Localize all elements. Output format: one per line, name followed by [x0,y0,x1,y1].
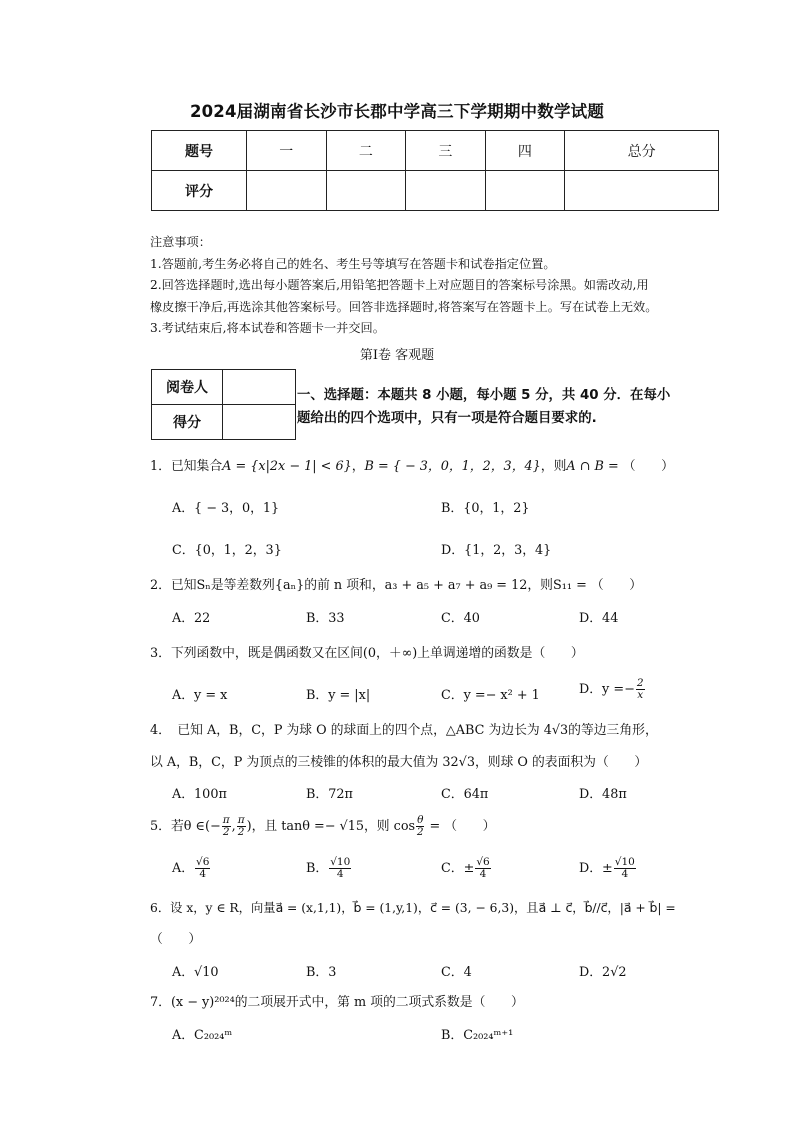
score-header-total: 总分 [565,131,719,171]
question-2: 2．已知Sₙ是等差数列{aₙ}的前 n 项和，a₃ + a₅ + a₇ + a₉ = 12，则S₁₁ = （ ） [150,578,643,593]
question-4-line-1: 4． 已知 A，B，C，P 为球 O 的球面上的四个点，△ABC 为边长为 4√3的等边三角形， [150,723,658,738]
notes-item: 2.回答选择题时,选出每小题答案后,用铅笔把答题卡上对应题目的答案标号涂黑。如需改动,用 [150,278,649,292]
q1-set-b: B = { − 3，0，1，2，3，4} [364,459,541,474]
score-cell [565,171,719,211]
score-header-4: 四 [485,131,565,171]
q2-option-a[interactable]: A．22 [172,611,211,626]
q7-option-b[interactable]: B．C₂₀₂₄ᵐ⁺¹ [441,1028,514,1043]
notes-heading: 注意事项： [150,235,211,249]
q5-option-a[interactable]: A． $\frac{√6}{4}$ [172,856,210,880]
q5-option-b[interactable]: B． $\frac{√10}{4}$ [306,856,351,880]
q6-option-d[interactable]: D．2√2 [579,965,627,980]
q5-interval-left: $\frac{\pi}{2}$ [222,814,230,838]
q5-stem: 5．若θ ∈ [150,819,205,834]
part-heading-line: 一、选择题：本题共 8 小题，每小题 5 分，共 40 分．在每小 [297,388,671,403]
q3-option-d-prefix: D．y =− [579,682,635,697]
score-cell [247,171,327,211]
q4-option-d[interactable]: D．48π [579,787,627,802]
score-header-2: 二 [326,131,406,171]
grader-cell [223,370,296,405]
grader-score-cell [223,405,296,440]
q5-option-d-fraction: $\frac{√10}{4}$ [614,856,635,880]
question-6-line-2: （ ） [150,932,202,947]
q4-option-a[interactable]: A．100π [172,787,227,802]
q3-option-b[interactable]: B．y = |x| [306,688,371,703]
q2-option-c[interactable]: C．40 [441,611,480,626]
question-4-line-2: 以 A，B，C，P 为顶点的三棱锥的体积的最大值为 32√3，则球 O 的表面积为（ ） [150,755,648,770]
q5-option-b-fraction: $\frac{√10}{4}$ [330,856,351,880]
q7-option-a[interactable]: A．C₂₀₂₄ᵐ [172,1028,233,1043]
q6-option-c[interactable]: C．4 [441,965,472,980]
question-5: 5．若θ ∈(− $\frac{\pi}{2}$ , $\frac{\pi}{2}$ )，且 tanθ =− √15，则 cos $\frac{\theta}{2}$ = （ ） [150,814,496,838]
part-heading-line: 题给出的四个选项中，只有一项是符合题目要求的. [297,411,597,426]
score-cell [326,171,406,211]
q1-expr: A ∩ B [566,459,604,474]
score-row-label: 评分 [152,171,247,211]
part-heading [297,384,727,430]
q6-option-b[interactable]: B．3 [306,965,337,980]
q5-option-c[interactable]: C．± $\frac{√6}{4}$ [441,856,490,880]
score-cell [406,171,486,211]
question-7: 7．(x − y)²⁰²⁴的二项展开式中，第 m 项的二项式系数是（ ） [150,995,524,1010]
q5-half-angle: $\frac{\theta}{2}$ [416,814,424,838]
notes-item: 3.考试结束后,将本试卷和答题卡一并交回。 [150,321,385,335]
score-table-row [152,171,719,211]
q1-stem: 1．已知集合 [150,459,223,474]
q1-option-c[interactable]: C．{0，1，2，3} [172,543,282,558]
q5-stem-b: ，且 tanθ =− √15，则 cos [251,819,416,834]
question-6-line-1: 6．设 x，y ∈ R，向量a⃗ = (x,1,1)，b⃗ = (1,y,1)，c⃗ = (3, − 6,3)，且a⃗ ⊥ c⃗，b⃗//c⃗，|a⃗ + b⃗| = [150,901,676,915]
q5-option-c-fraction: $\frac{√6}{4}$ [476,856,490,880]
q3-option-d-fraction: $\frac{2}{x}$ [636,677,644,701]
q1-set-a: A = {x|2x − 1| < 6} [222,459,352,474]
grader-table [151,369,296,440]
q2-option-d[interactable]: D．44 [579,611,619,626]
q4-option-c[interactable]: C．64π [441,787,489,802]
q3-option-c[interactable]: C．y =− x² + 1 [441,688,540,703]
score-table-header-row [152,131,719,171]
q5-stem-c: = （ ） [425,819,496,834]
q5-option-a-fraction: $\frac{√6}{4}$ [196,856,210,880]
q1-sep: ， [351,459,365,474]
question-3: 3．下列函数中，既是偶函数又在区间(0，＋∞)上单调递增的函数是（ ） [150,646,584,661]
q5-option-d[interactable]: D．± $\frac{√10}{4}$ [579,856,635,880]
exam-notes [150,232,730,340]
q1-tail: = （ ） [603,459,674,474]
q1-option-b[interactable]: B．{0，1，2} [441,501,530,516]
question-1 [150,455,674,474]
score-table [151,130,719,211]
q1-stem-b: ，则 [540,459,567,474]
score-header-label: 题号 [152,131,247,171]
q1-option-d[interactable]: D．{1，2，3，4} [441,543,552,558]
section-title: 第Ⅰ卷 客观题 [359,348,435,363]
q5-interval-right: $\frac{\pi}{2}$ [237,814,245,838]
exam-title: 2024届湖南省长沙市长郡中学高三下学期期中数学试题 [189,102,605,121]
notes-item: 橡皮擦干净后,再选涂其他答案标号。回答非选择题时,将答案写在答题卡上。写在试卷上无效。 [150,299,658,314]
q6-option-a[interactable]: A．√10 [172,965,219,980]
score-header-1: 一 [247,131,327,171]
score-header-3: 三 [406,131,486,171]
grader-label: 阅卷人 [152,370,223,405]
q1-option-a[interactable]: A．{ − 3，0，1} [172,501,280,516]
notes-item: 1.答题前,考生务必将自己的姓名、考生号等填写在答题卡和试卷指定位置。 [150,256,556,271]
grader-score-label: 得分 [152,405,223,440]
q3-option-d[interactable] [579,678,646,701]
q4-option-b[interactable]: B．72π [306,787,353,802]
q2-option-b[interactable]: B．33 [306,611,345,626]
score-cell [485,171,565,211]
q3-option-a[interactable]: A．y = x [172,688,228,703]
